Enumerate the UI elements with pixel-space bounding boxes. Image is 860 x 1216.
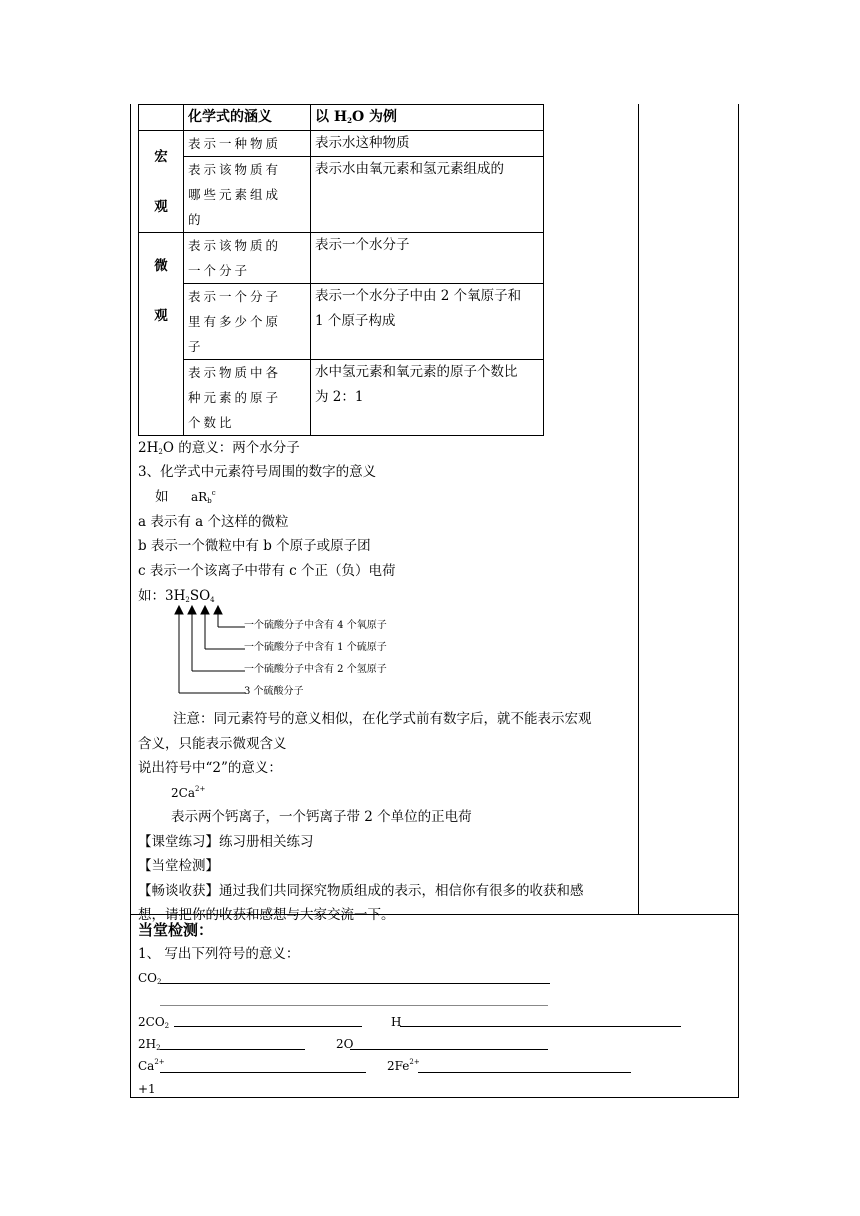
two-co2-label: $2CO_2$ xyxy=(138,1015,170,1030)
talk-line-2: 想，请把你的收获和感想与大家交流一下。 xyxy=(138,907,395,923)
h2so4-formula: 如：$3H_2SO_4$ xyxy=(138,588,215,604)
notes-column-divider xyxy=(638,104,639,914)
test-title: 当堂检测： xyxy=(138,921,214,939)
annotation-hydrogen: 一个硫酸分子中含有 2 个氢原子 xyxy=(244,664,387,675)
two-h2-label: $2H_2$ xyxy=(138,1037,161,1052)
calcium-meaning: 表示两个钙离子，一个钙离子带 2 个单位的正电荷 xyxy=(171,809,472,825)
line-a: a 表示有 a 个这样的微粒 xyxy=(138,514,289,530)
calcium-formula: $2Ca^{2+}$ xyxy=(171,785,206,800)
macro-label: 宏 观 xyxy=(139,131,184,233)
row-example: 表示水由氧元素和氢元素组成的 xyxy=(311,157,544,233)
outer-border-left xyxy=(130,104,131,1097)
check-line: 【当堂检测】 xyxy=(138,858,219,874)
h2so4-annotation-diagram xyxy=(170,600,250,700)
h-label: H xyxy=(391,1015,402,1029)
co2-label: $CO_2$ xyxy=(138,971,162,986)
two-co2-answer-line[interactable] xyxy=(174,1026,362,1027)
outer-border-right xyxy=(738,104,739,1097)
co2-answer-line-2[interactable] xyxy=(160,1005,548,1006)
arrow-head-1 xyxy=(175,606,183,614)
example-intro: 如 xyxy=(155,489,169,505)
annotation-oxygen: 一个硫酸分子中含有 4 个氧原子 xyxy=(244,620,387,631)
annotation-sulfur: 一个硫酸分子中含有 1 个硫原子 xyxy=(244,642,387,653)
fe-label: $2Fe^{2+}$ xyxy=(387,1058,420,1073)
plus-one-label: +1 xyxy=(138,1082,156,1096)
row-example: 表示一个水分子 xyxy=(311,233,544,284)
row-example: 表示一个水分子中由 2 个氧原子和 1 个原子构成 xyxy=(311,284,544,360)
outer-border-bottom xyxy=(130,1097,739,1098)
row-example: 水中氢元素和氧元素的原子个数比 为 2：1 xyxy=(311,360,544,436)
row-meaning: 表示一种物质 xyxy=(184,131,311,157)
example-formula: $aR_b^c$ xyxy=(191,489,216,505)
two-o-label: 2O xyxy=(336,1037,354,1051)
practice-line: 【课堂练习】练习册相关练习 xyxy=(138,834,314,850)
two-o-answer-line[interactable] xyxy=(350,1049,548,1050)
formula-meaning-table xyxy=(138,104,544,436)
note-line-1: 注意：同元素符号的意义相似，在化学式前有数字后，就不能表示宏观 xyxy=(173,711,592,727)
line-c: c 表示一个该离子中带有 c 个正（负）电荷 xyxy=(138,563,396,579)
header-example: 以 $H_2O$ 为例 xyxy=(311,105,544,131)
ca-label: $Ca^{2+}$ xyxy=(138,1058,165,1073)
section-3-heading: 3、化学式中元素符号周围的数字的意义 xyxy=(138,464,377,480)
row-meaning: 表示该物质有 哪些元素组成 的 xyxy=(184,157,311,233)
micro-label: 微 观 xyxy=(139,233,184,436)
row-meaning: 表示该物质的 一个分子 xyxy=(184,233,311,284)
line-b: b 表示一个微粒中有 b 个原子或原子团 xyxy=(138,538,371,554)
talk-line-1: 【畅谈收获】通过我们共同探究物质组成的表示，相信你有很多的收获和感 xyxy=(138,883,584,899)
row-meaning: 表示一个分子 里有多少个原 子 xyxy=(184,284,311,360)
arrow-head-4 xyxy=(214,606,222,614)
fe-answer-line[interactable] xyxy=(418,1072,631,1073)
test-question-1: 1、 写出下列符号的意义： xyxy=(138,946,300,962)
arrow-head-2 xyxy=(188,606,196,614)
say-meaning-2: 说出符号中“2”的意义： xyxy=(138,760,282,776)
table-corner xyxy=(139,105,184,131)
two-h2-answer-line[interactable] xyxy=(160,1049,305,1050)
header-meaning: 化学式的涵义 xyxy=(184,105,311,131)
arrow-head-3 xyxy=(201,606,209,614)
row-example: 表示水这种物质 xyxy=(311,131,544,157)
h-answer-line[interactable] xyxy=(400,1026,681,1027)
annotation-molecules: 3 个硫酸分子 xyxy=(244,686,304,697)
row-meaning: 表示物质中各 种元素的原子 个数比 xyxy=(184,360,311,436)
h2o-meaning: $2H_2O$ 的意义：两个水分子 xyxy=(138,440,300,456)
co2-answer-line[interactable] xyxy=(160,983,550,984)
note-line-2: 含义，只能表示微观含义 xyxy=(138,736,287,752)
ca-answer-line[interactable] xyxy=(160,1072,366,1073)
